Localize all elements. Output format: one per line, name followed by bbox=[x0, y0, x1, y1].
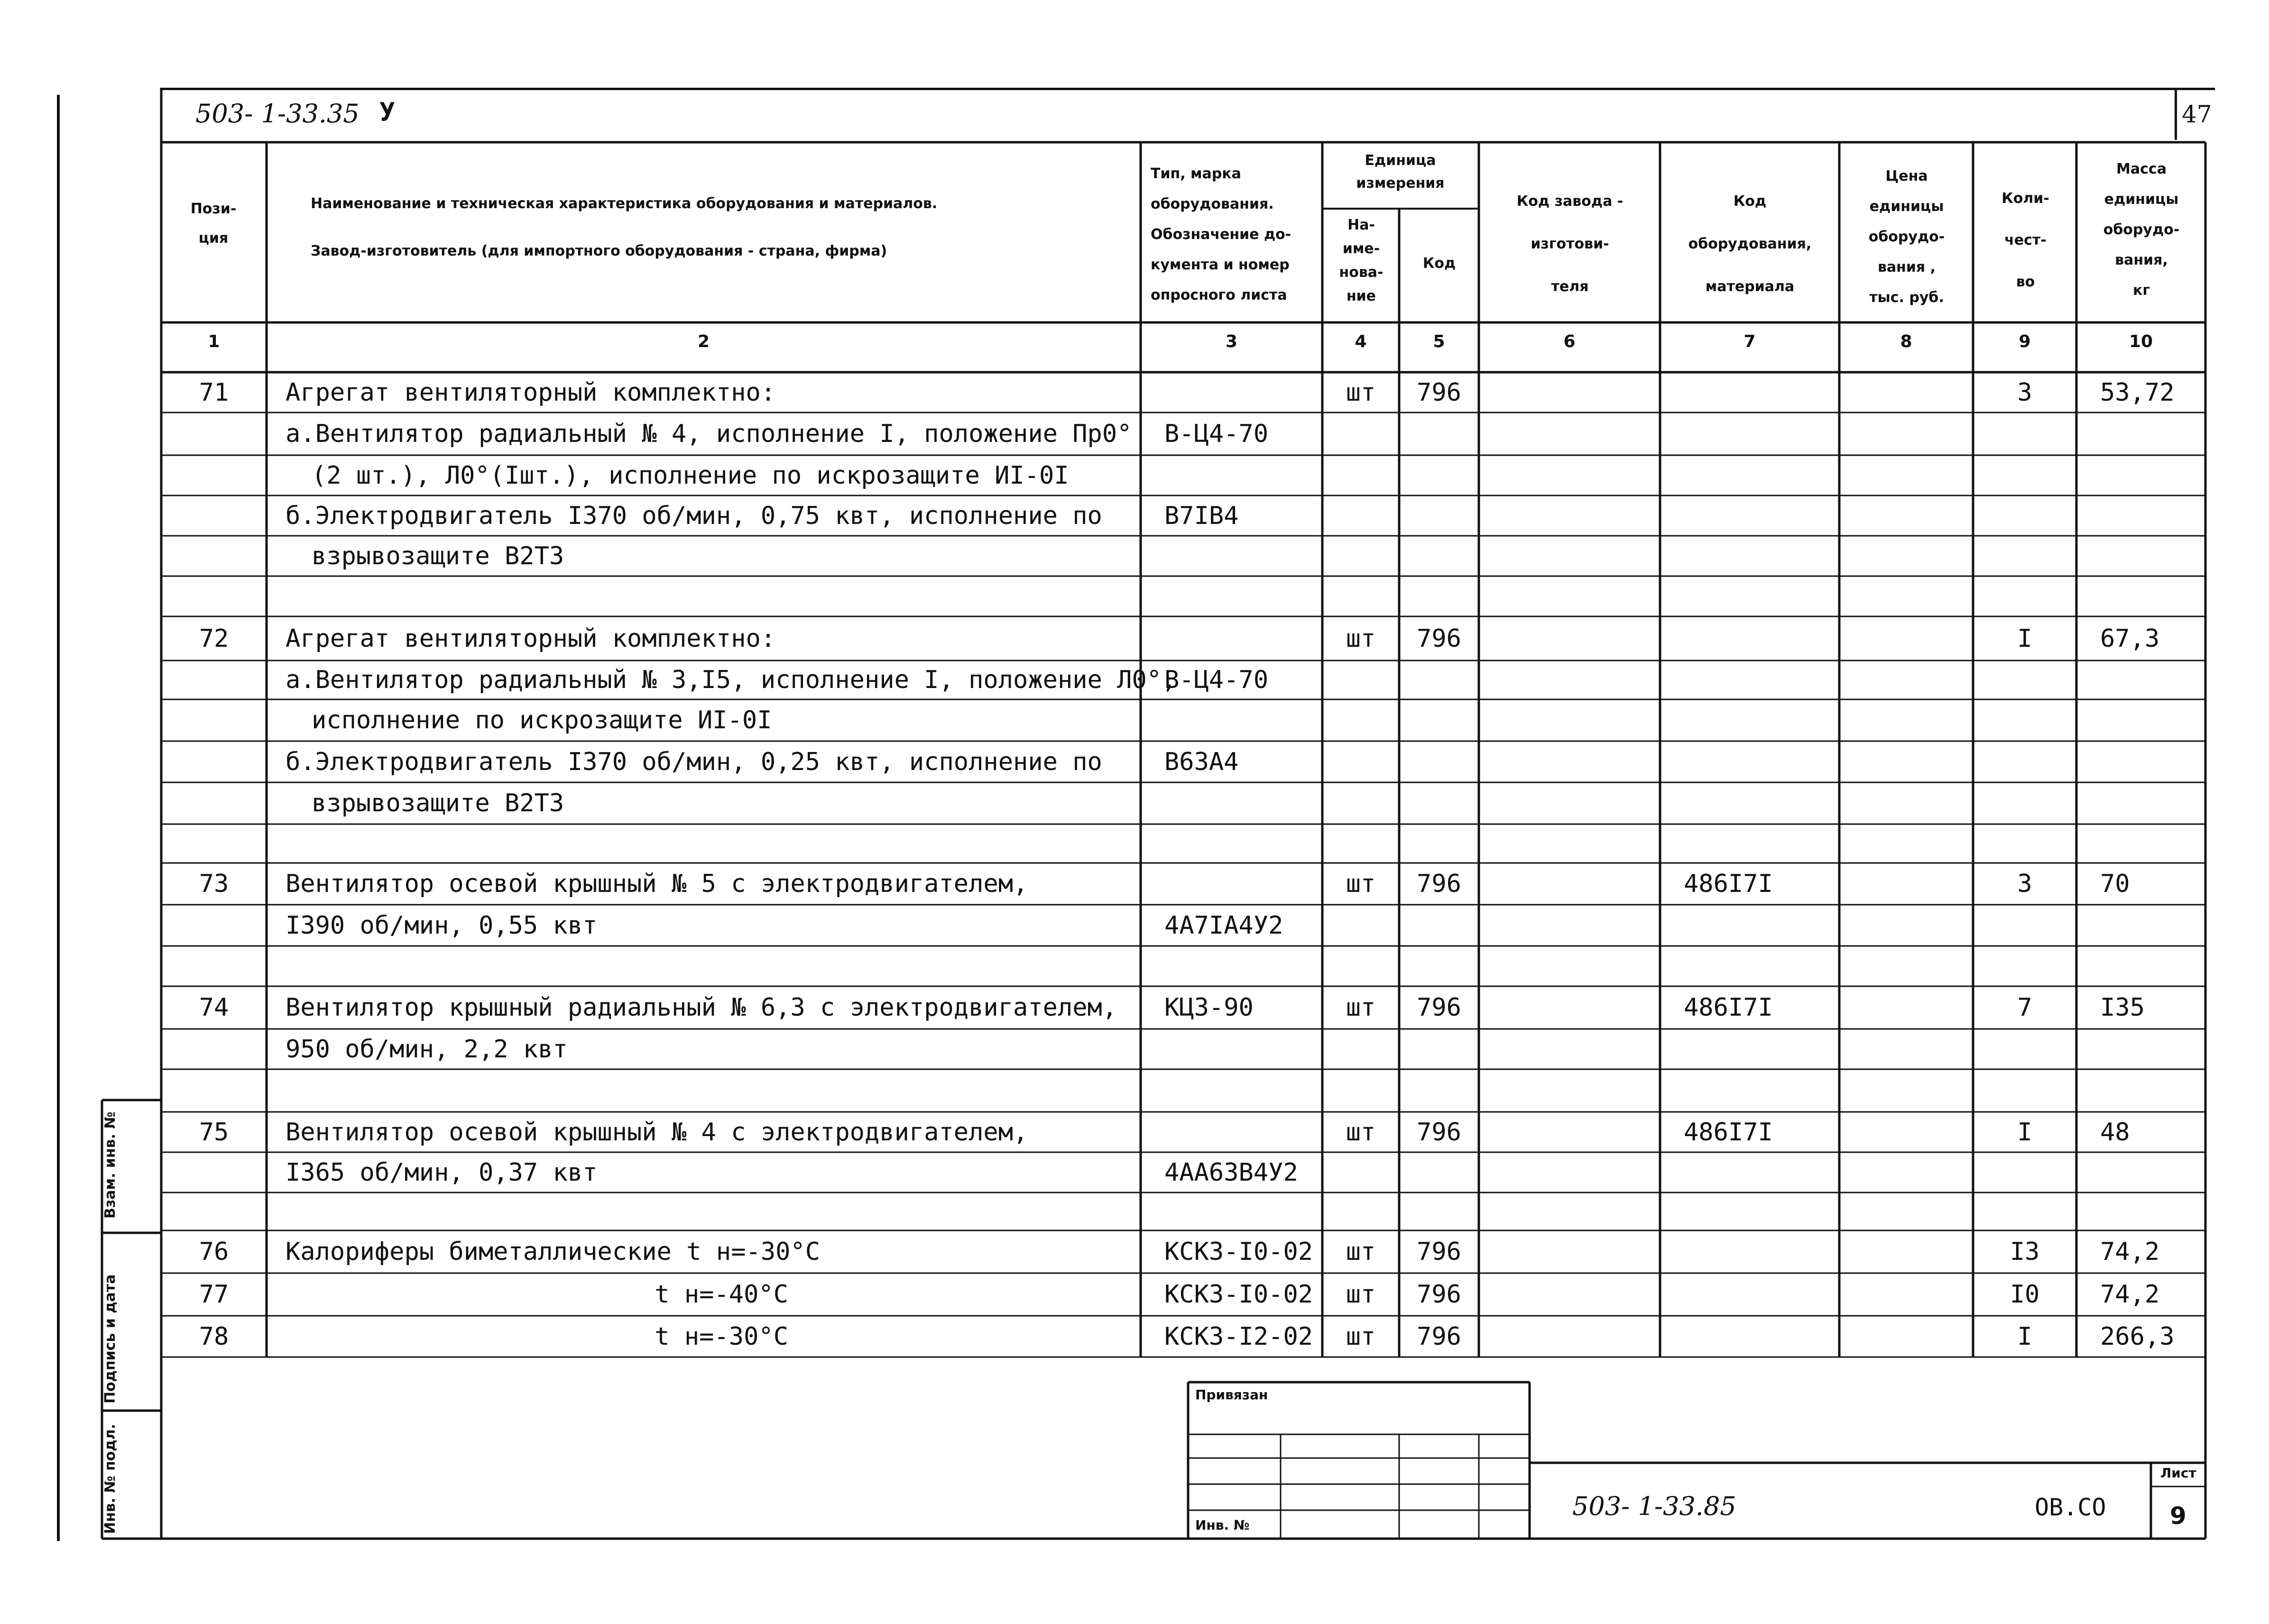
cell-pos: 73 bbox=[199, 870, 229, 898]
cell-type: КЦ3-90 bbox=[1164, 993, 1254, 1022]
cell-qty: I bbox=[2017, 1322, 2032, 1351]
cell-type: В-Ц4-70 bbox=[1164, 666, 1269, 694]
cell-equip-code: 486I7I bbox=[1684, 1118, 1773, 1147]
column-number: 9 bbox=[2019, 332, 2031, 351]
cell-pos: 77 bbox=[199, 1280, 229, 1309]
cell-mass: 70 bbox=[2100, 870, 2130, 898]
cell-unit-code: 796 bbox=[1417, 1118, 1461, 1147]
cell-unit: шт bbox=[1346, 624, 1376, 653]
header-equip-code: Код оборудования, материала bbox=[1688, 193, 1812, 295]
cell-qty: 3 bbox=[2017, 378, 2032, 407]
cell-name: 950 об/мин, 2,2 квт bbox=[286, 1035, 568, 1064]
side-stamp-exchange-inv: Взам. инв. № bbox=[102, 1111, 119, 1219]
cell-name: t н=-30°С bbox=[655, 1322, 788, 1351]
doc-code-header: 503- 1-33.35 bbox=[195, 99, 360, 128]
cell-qty: I3 bbox=[2010, 1238, 2040, 1266]
cell-mass: 74,2 bbox=[2100, 1238, 2160, 1266]
cell-unit-code: 796 bbox=[1417, 870, 1461, 898]
column-number: 10 bbox=[2129, 332, 2153, 351]
cell-pos: 71 bbox=[199, 378, 229, 407]
header-unit-name: На- име- нова- ние bbox=[1339, 217, 1384, 304]
column-number: 5 bbox=[1433, 332, 1445, 351]
side-stamp-sign-date: Подпись и дата bbox=[102, 1274, 119, 1404]
cell-name: взрывозащите В2Т3 bbox=[312, 789, 564, 817]
cell-name: (2 шт.), Л0°(Iшт.), исполнение по искрозащите ИI-0I bbox=[312, 461, 1069, 490]
header-name: Наименование и техническая характеристика оборудования и материалов. Завод-изготовитель (для импортного оборудования - страна, фирма) bbox=[311, 195, 938, 259]
stamp-doc-suffix: ОВ.СО bbox=[2035, 1494, 2106, 1521]
cell-type: КСК3-I0-02 bbox=[1164, 1238, 1313, 1266]
cell-pos: 74 bbox=[199, 993, 229, 1022]
cell-name: Агрегат вентиляторный комплектно: bbox=[286, 624, 776, 653]
cell-type: 4А7IА4У2 bbox=[1164, 911, 1283, 940]
stamp-inv-label: Инв. № bbox=[1195, 1517, 1250, 1533]
cell-unit: шт bbox=[1346, 378, 1376, 407]
header-quantity: Коли- чест- во bbox=[2002, 190, 2049, 290]
cell-name: Агрегат вентиляторный комплектно: bbox=[286, 378, 776, 407]
cell-type: 4АА63В4У2 bbox=[1164, 1158, 1298, 1187]
column-number: 3 bbox=[1225, 332, 1238, 351]
cell-name: взрывозащите В2Т3 bbox=[312, 541, 564, 570]
cell-pos: 75 bbox=[199, 1118, 229, 1147]
cell-unit-code: 796 bbox=[1417, 378, 1461, 407]
cell-unit: шт bbox=[1346, 870, 1376, 898]
stamp-sheet-number: 9 bbox=[2170, 1502, 2186, 1530]
doc-mark: У bbox=[379, 97, 395, 127]
cell-type: В63А4 bbox=[1164, 747, 1239, 776]
stamp-doc-code: 503- 1-33.85 bbox=[1572, 1491, 1736, 1521]
cell-mass: 74,2 bbox=[2100, 1280, 2160, 1309]
column-number: 7 bbox=[1743, 332, 1756, 351]
header-type: Тип, марка оборудования. Обозначение до- кумента и номер опросного листа bbox=[1151, 165, 1291, 303]
cell-unit: шт bbox=[1346, 1238, 1376, 1266]
cell-type: КСК3-I2-02 bbox=[1164, 1322, 1313, 1351]
column-number: 1 bbox=[208, 332, 220, 351]
header-position: Пози- ция bbox=[190, 201, 237, 247]
cell-unit: шт bbox=[1346, 1280, 1376, 1309]
cell-qty: 7 bbox=[2017, 993, 2032, 1022]
header-price: Цена единицы оборудо- вания , тыс. руб. bbox=[1868, 168, 1945, 306]
cell-mass: 266,3 bbox=[2100, 1322, 2175, 1351]
cell-mass: I35 bbox=[2100, 993, 2145, 1022]
header-mass: Масса единицы оборудо- вания, кг bbox=[2103, 161, 2180, 299]
cell-mass: 67,3 bbox=[2100, 624, 2160, 653]
cell-name: исполнение по искрозащите ИI-0I bbox=[312, 706, 772, 734]
cell-type: КСК3-I0-02 bbox=[1164, 1280, 1313, 1309]
cell-name: I390 об/мин, 0,55 квт bbox=[286, 911, 598, 940]
cell-name: Вентилятор осевой крышный № 5 с электродвигателем, bbox=[286, 870, 1028, 898]
header-unit-group: Единица измерения bbox=[1356, 152, 1445, 192]
cell-name: I365 об/мин, 0,37 квт bbox=[286, 1158, 598, 1187]
cell-unit: шт bbox=[1346, 1322, 1376, 1351]
cell-unit-code: 796 bbox=[1417, 624, 1461, 653]
cell-qty: I bbox=[2017, 1118, 2032, 1147]
cell-mass: 53,72 bbox=[2100, 378, 2175, 407]
cell-unit: шт bbox=[1346, 993, 1376, 1022]
cell-name: б.Электродвигатель I370 об/мин, 0,75 квт, исполнение по bbox=[286, 501, 1102, 530]
column-number: 4 bbox=[1355, 332, 1367, 351]
cell-pos: 78 bbox=[199, 1322, 229, 1351]
cell-qty: 3 bbox=[2017, 870, 2032, 898]
cell-pos: 76 bbox=[199, 1238, 229, 1266]
header-factory-code: Код завода - изготови- теля bbox=[1516, 193, 1623, 295]
cell-type: В7IВ4 bbox=[1164, 501, 1239, 530]
cell-name: Вентилятор осевой крышный № 4 с электродвигателем, bbox=[286, 1118, 1028, 1147]
stamp-sheet-label: Лист bbox=[2160, 1465, 2196, 1481]
cell-unit-code: 796 bbox=[1417, 1280, 1461, 1309]
cell-name: Вентилятор крышный радиальный № 6,3 с электродвигателем, bbox=[286, 993, 1117, 1022]
cell-unit: шт bbox=[1346, 1118, 1376, 1147]
cell-unit-code: 796 bbox=[1417, 993, 1461, 1022]
cell-qty: I bbox=[2017, 624, 2032, 653]
page-number: 47 bbox=[2182, 101, 2212, 128]
column-number: 6 bbox=[1563, 332, 1576, 351]
side-stamp-inv-orig: Инв. № подл. bbox=[102, 1423, 119, 1534]
cell-name: б.Электродвигатель I370 об/мин, 0,25 квт, исполнение по bbox=[286, 747, 1102, 776]
header-unit-code: Код bbox=[1422, 255, 1456, 272]
cell-equip-code: 486I7I bbox=[1684, 993, 1773, 1022]
cell-name: Калориферы биметаллические t н=-30°С bbox=[286, 1238, 821, 1266]
cell-unit-code: 796 bbox=[1417, 1322, 1461, 1351]
cell-qty: I0 bbox=[2010, 1280, 2040, 1309]
cell-name: t н=-40°С bbox=[655, 1280, 788, 1309]
stamp-attached-label: Привязан bbox=[1195, 1387, 1268, 1403]
cell-name: а.Вентилятор радиальный № 3,I5, исполнение I, положение Л0°, bbox=[286, 666, 1177, 694]
cell-equip-code: 486I7I bbox=[1684, 870, 1773, 898]
column-number: 2 bbox=[697, 332, 710, 351]
column-number: 8 bbox=[1900, 332, 1912, 351]
cell-mass: 48 bbox=[2100, 1118, 2130, 1147]
cell-pos: 72 bbox=[199, 624, 229, 653]
cell-name: а.Вентилятор радиальный № 4, исполнение I, положение Пр0° bbox=[286, 420, 1132, 448]
cell-unit-code: 796 bbox=[1417, 1238, 1461, 1266]
cell-type: В-Ц4-70 bbox=[1164, 420, 1269, 448]
